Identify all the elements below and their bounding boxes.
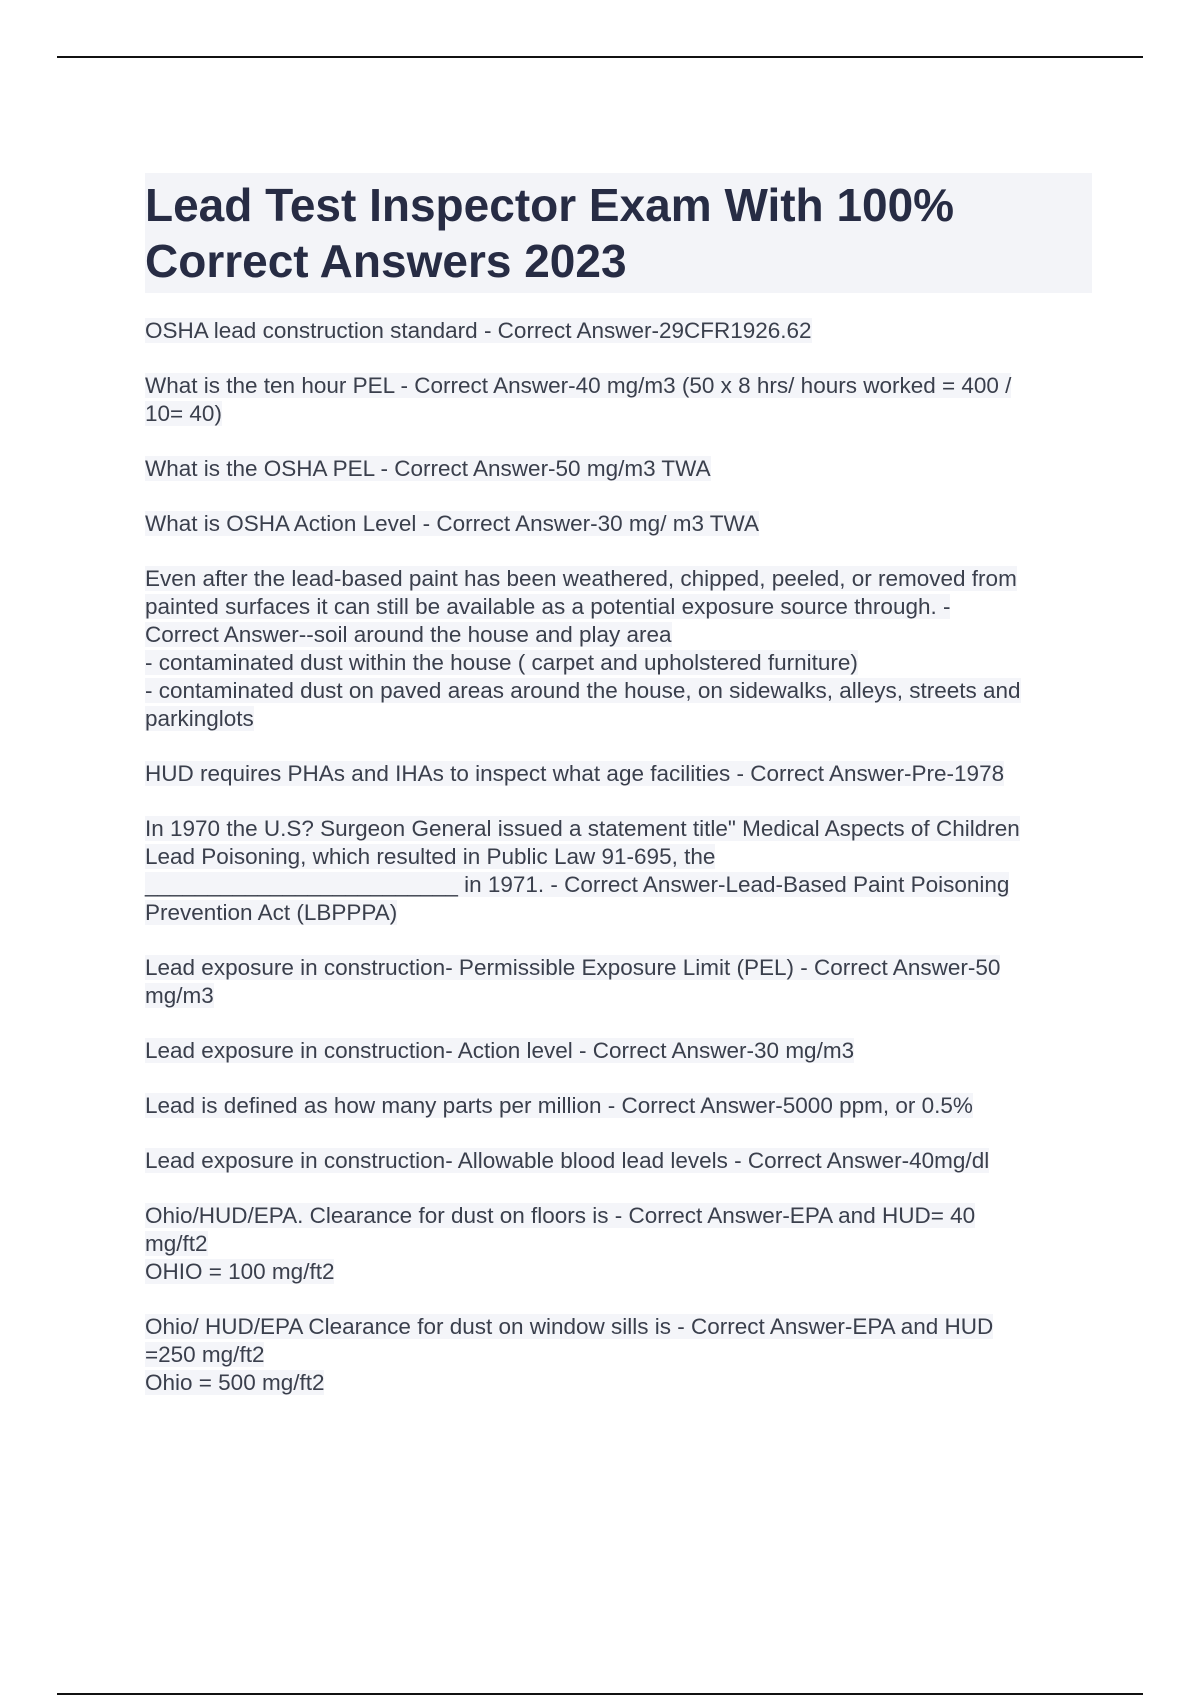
qa-line — [145, 1092, 1090, 1120]
qa-line — [145, 1313, 1090, 1341]
qa-item — [145, 565, 1090, 733]
qa-item — [145, 1037, 1090, 1065]
qa-line — [145, 1230, 1090, 1258]
qa-item — [145, 455, 1090, 483]
qa-line-text: OHIO = 100 mg/ft2 — [145, 1259, 335, 1284]
qa-line-text: =250 mg/ft2 — [145, 1342, 265, 1367]
qa-item — [145, 954, 1090, 1010]
qa-item — [145, 510, 1090, 538]
top-rule — [57, 56, 1143, 58]
qa-line — [145, 565, 1090, 593]
qa-line — [145, 593, 1090, 621]
qa-line-text: HUD requires PHAs and IHAs to inspect what age facilities - Correct Answer-Pre-1978 — [145, 761, 1005, 786]
qa-line-text: 10= 40) — [145, 401, 222, 426]
qa-line-text: In 1970 the U.S? Surgeon General issued a statement title" Medical Aspects of Children — [145, 816, 1020, 841]
qa-line-text: mg/m3 — [145, 983, 214, 1008]
qa-line-text: What is OSHA Action Level - Correct Answer-30 mg/ m3 TWA — [145, 511, 759, 536]
title-line-2: Correct Answers 2023 — [145, 235, 627, 287]
qa-line — [145, 982, 1090, 1010]
qa-line — [145, 455, 1090, 483]
qa-line — [145, 649, 1090, 677]
qa-item — [145, 760, 1090, 788]
qa-line-text: OSHA lead construction standard - Correct Answer-29CFR1926.62 — [145, 318, 812, 343]
qa-line-text: Lead Poisoning, which resulted in Public Law 91-695, the — [145, 844, 716, 869]
qa-line — [145, 1258, 1090, 1286]
qa-item — [145, 1147, 1090, 1175]
qa-line-text: Even after the lead-based paint has been weathered, chipped, peeled, or removed from — [145, 566, 1017, 591]
document-body — [145, 173, 1090, 1424]
qa-line-text: Prevention Act (LBPPPA) — [145, 900, 398, 925]
qa-line-text: Lead exposure in construction- Permissible Exposure Limit (PEL) - Correct Answer-50 — [145, 955, 1001, 980]
qa-item — [145, 1313, 1090, 1397]
qa-line-text: What is the OSHA PEL - Correct Answer-50 mg/m3 TWA — [145, 456, 711, 481]
qa-item — [145, 372, 1090, 428]
qa-line — [145, 1037, 1090, 1065]
qa-item — [145, 317, 1090, 345]
qa-line — [145, 317, 1090, 345]
qa-line-text: Ohio/HUD/EPA. Clearance for dust on floors is - Correct Answer-EPA and HUD= 40 — [145, 1203, 976, 1228]
qa-line-text: Ohio/ HUD/EPA Clearance for dust on window sills is - Correct Answer-EPA and HUD — [145, 1314, 994, 1339]
qa-line-text: Ohio = 500 mg/ft2 — [145, 1370, 325, 1395]
qa-line — [145, 815, 1090, 843]
document-title — [145, 177, 1088, 289]
qa-line — [145, 400, 1090, 428]
qa-line-text: mg/ft2 — [145, 1231, 208, 1256]
qa-line — [145, 899, 1090, 927]
qa-line-text: Correct Answer--soil around the house and play area — [145, 622, 672, 647]
title-block — [145, 173, 1092, 293]
qa-line — [145, 705, 1090, 733]
qa-list — [145, 317, 1090, 1397]
qa-line — [145, 1341, 1090, 1369]
qa-line — [145, 843, 1090, 871]
qa-item — [145, 1092, 1090, 1120]
title-line-1: Lead Test Inspector Exam With 100% — [145, 179, 955, 231]
qa-line — [145, 510, 1090, 538]
qa-line — [145, 760, 1090, 788]
qa-line-text: - contaminated dust within the house ( carpet and upholstered furniture) — [145, 650, 858, 675]
bottom-rule — [57, 1693, 1143, 1695]
qa-line — [145, 1202, 1090, 1230]
qa-line — [145, 1369, 1090, 1397]
qa-line-text: What is the ten hour PEL - Correct Answer-40 mg/m3 (50 x 8 hrs/ hours worked = 400 / — [145, 373, 1012, 398]
qa-item — [145, 815, 1090, 927]
qa-line-text: Lead exposure in construction- Allowable blood lead levels - Correct Answer-40mg/dl — [145, 1148, 990, 1173]
qa-line — [145, 954, 1090, 982]
qa-line — [145, 1147, 1090, 1175]
qa-line — [145, 372, 1090, 400]
qa-line — [145, 871, 1090, 899]
qa-line-text: painted surfaces it can still be available as a potential exposure source through. - — [145, 594, 951, 619]
qa-line — [145, 621, 1090, 649]
qa-line-text: - contaminated dust on paved areas around the house, on sidewalks, alleys, streets and — [145, 678, 1021, 703]
qa-line-text: Lead exposure in construction- Action level - Correct Answer-30 mg/m3 — [145, 1038, 855, 1063]
qa-line — [145, 677, 1090, 705]
qa-line-text: _________________________ in 1971. - Correct Answer-Lead-Based Paint Poisoning — [145, 872, 1010, 897]
qa-line-text: Lead is defined as how many parts per million - Correct Answer-5000 ppm, or 0.5% — [145, 1093, 973, 1118]
qa-line-text: parkinglots — [145, 706, 254, 731]
qa-item — [145, 1202, 1090, 1286]
